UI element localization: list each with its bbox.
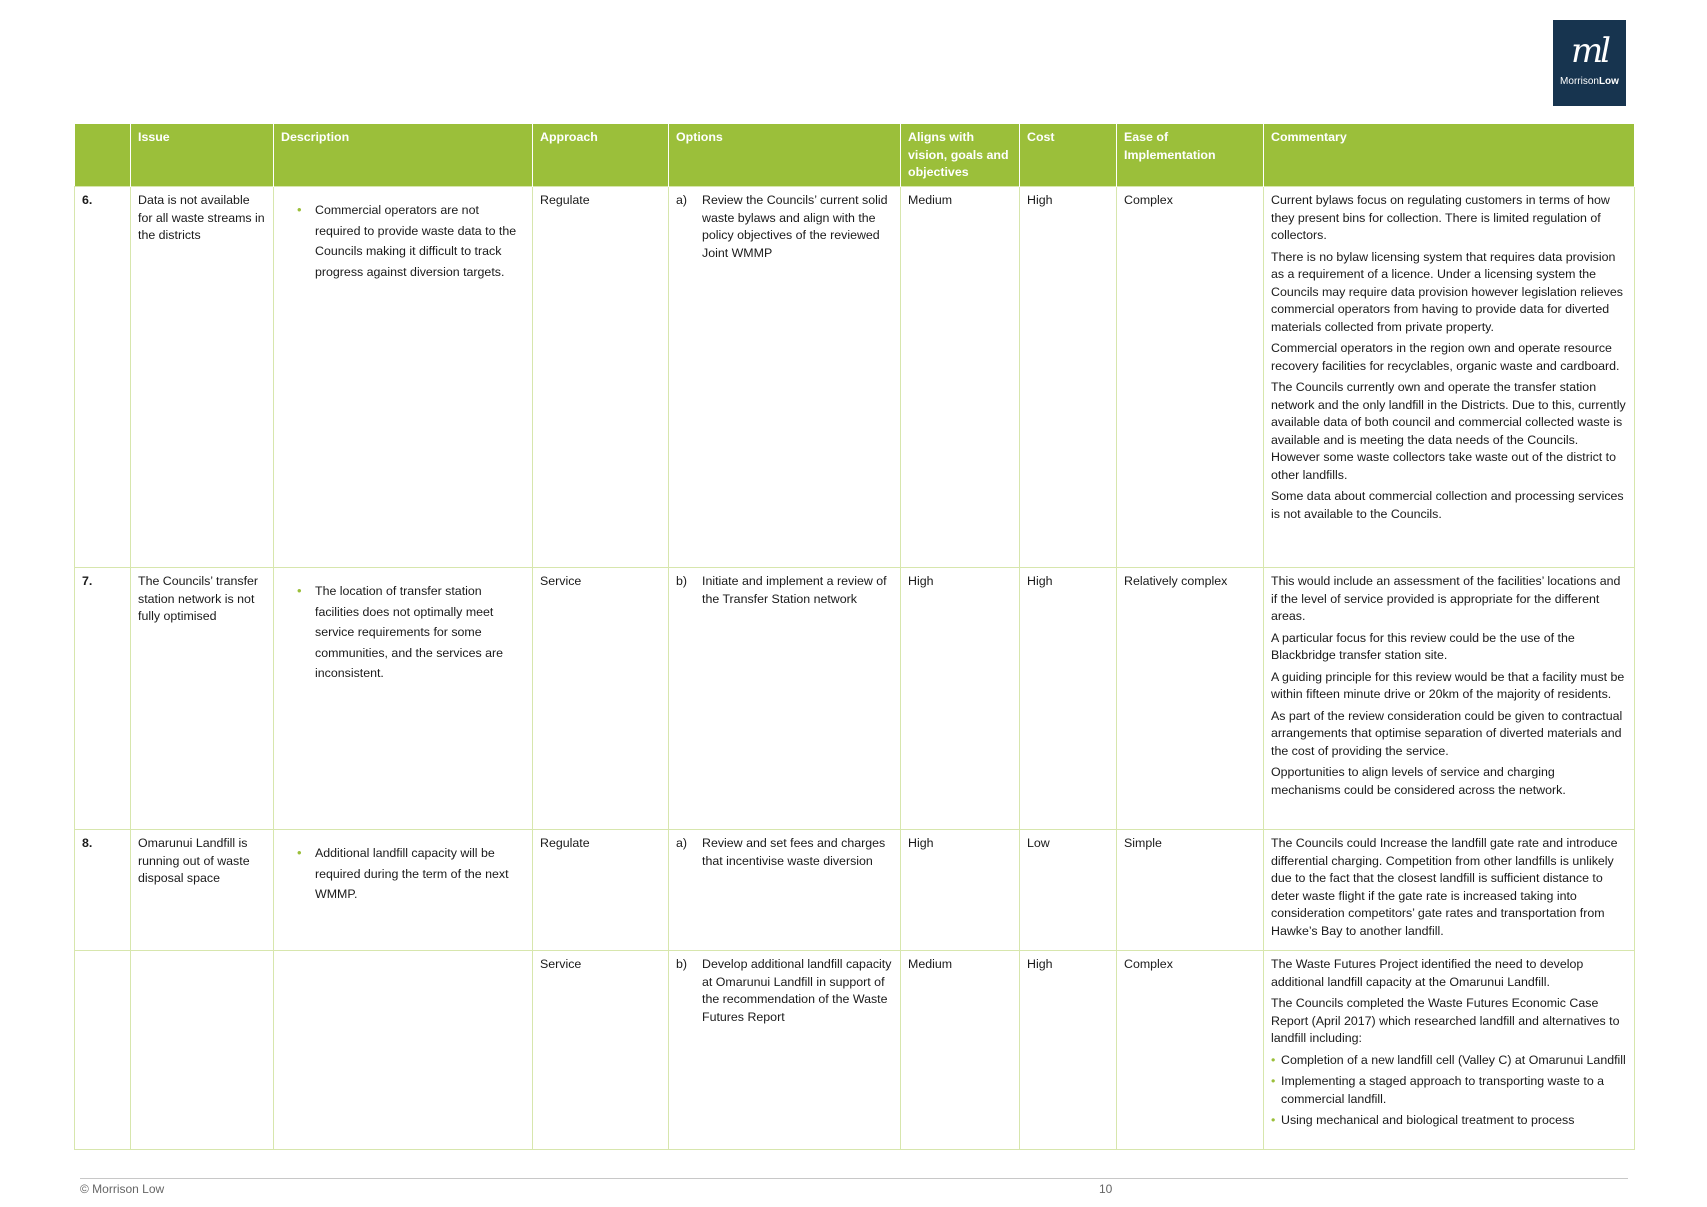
commentary-paragraph: The Councils could Increase the landfill gate rate and introduce differential charging. Competition from other landfills is unlikely due to the fact that the closest landfill is sufficient distance to deter waste flight if the gate rate is increased taking into consideration competitors’ gate rates and transportation from Hawke’s Bay to another landfill.	[1271, 836, 1618, 938]
commentary-paragraph: Commercial operators in the region own and operate resource recovery facilities for recyclables, organic waste and cardboard.	[1271, 341, 1620, 373]
table-row	[75, 568, 1635, 830]
commentary-paragraph: Opportunities to align levels of service and charging mechanisms could be considered across the network.	[1271, 765, 1566, 797]
ease-cell: Complex	[1117, 187, 1264, 568]
cost-cell: High	[1020, 951, 1117, 1150]
morrison-low-logo	[1553, 20, 1626, 106]
cost-cell: High	[1020, 187, 1117, 568]
description-cell	[274, 187, 533, 568]
approach-cell: Regulate	[533, 187, 669, 568]
ease-cell: Relatively complex	[1117, 568, 1264, 830]
commentary-cell	[1264, 830, 1635, 951]
waste-management-options-table	[74, 124, 1635, 1150]
header-commentary: Commentary	[1264, 124, 1635, 187]
aligns-cell: Medium	[901, 187, 1020, 568]
row-number: 7.	[75, 568, 131, 830]
commentary-bullet: • Implementing a staged approach to transporting waste to a commercial landfill.	[1271, 1073, 1627, 1108]
commentary-paragraph: As part of the review consideration could be given to contractual arrangements that optimise separation of diverted materials and the cost of providing the service.	[1271, 708, 1623, 758]
description-cell-empty	[274, 951, 533, 1150]
footer-copyright: © Morrison Low	[80, 1182, 165, 1196]
row-number-empty	[75, 951, 131, 1150]
option-text: Develop additional landfill capacity at Omarunui Landfill in support of the recommendation of the Waste Futures Report	[702, 957, 892, 1024]
options-cell	[669, 568, 901, 830]
commentary-paragraph: There is no bylaw licensing system that requires data provision as a requirement of a licence. Under a licensing system the Councils may require data provision however legislation relieves commercial operators from having to provide data for diverted materials collected from private property.	[1271, 249, 1623, 334]
header-description: Description	[274, 124, 533, 187]
options-cell	[669, 830, 901, 951]
description-bullet: • The location of transfer station facilities does not optimally meet service requirements for some communities, and the services are inconsistent.	[297, 581, 525, 684]
header-number	[75, 124, 131, 187]
option-text: Review the Councils’ current solid waste bylaws and align with the policy objectives of the reviewed Joint WMMP	[702, 193, 888, 260]
commentary-paragraph: The Councils completed the Waste Futures Economic Case Report (April 2017) which researched landfill and alternatives to landfill including:	[1271, 996, 1620, 1045]
page-number: 10	[1099, 1182, 1113, 1196]
approach-cell: Service	[533, 568, 669, 830]
approach-cell: Regulate	[533, 830, 669, 951]
option-text: Review and set fees and charges that incentivise waste diversion	[702, 836, 886, 868]
header-ease: Ease of Implementation	[1117, 124, 1264, 187]
table-header-row	[75, 124, 1635, 187]
table-row	[75, 830, 1635, 951]
description-bullet: • Commercial operators are not required to provide waste data to the Councils making it difficult to track progress against diversion targets.	[297, 200, 525, 282]
header-options: Options	[669, 124, 901, 187]
commentary-cell	[1264, 568, 1635, 830]
table-row	[75, 187, 1635, 568]
issue-cell: Data is not available for all waste streams in the districts	[131, 187, 274, 568]
description-cell	[274, 830, 533, 951]
option-text: Initiate and implement a review of the Transfer Station network	[702, 574, 887, 606]
commentary-cell	[1264, 951, 1635, 1150]
issue-cell: The Councils’ transfer station network is not fully optimised	[131, 568, 274, 830]
table-row	[75, 951, 1635, 1150]
logo-brand-text: MorrisonLow	[1560, 76, 1619, 87]
aligns-cell: High	[901, 830, 1020, 951]
options-cell	[669, 187, 901, 568]
option-label: b)	[676, 574, 688, 588]
option-label: a)	[676, 836, 688, 850]
commentary-paragraph: A guiding principle for this review would be that a facility must be within fifteen minute drive or 20km of the majority of residents.	[1271, 669, 1625, 701]
commentary-paragraph: Current bylaws focus on regulating customers in terms of how they present bins for collection. There is limited regulation of collectors.	[1271, 193, 1610, 242]
issue-cell: Omarunui Landfill is running out of waste disposal space	[131, 830, 274, 951]
cost-cell: High	[1020, 568, 1117, 830]
option-label: a)	[676, 193, 688, 207]
commentary-bullet-list	[1271, 1052, 1627, 1130]
ease-cell: Simple	[1117, 830, 1264, 951]
description-bullet: • Additional landfill capacity will be required during the term of the next WMMP.	[297, 843, 525, 905]
commentary-paragraph: The Councils currently own and operate the transfer station network and the only landfill in the Districts. Due to this, currently available data of both council and commercial collected waste is available and is meeting the data needs of the Councils. However some waste collectors take waste out of the district to other landfills.	[1271, 380, 1626, 482]
description-cell	[274, 568, 533, 830]
header-issue: Issue	[131, 124, 274, 187]
commentary-cell	[1264, 187, 1635, 568]
ease-cell: Complex	[1117, 951, 1264, 1150]
approach-cell: Service	[533, 951, 669, 1150]
row-number: 6.	[75, 187, 131, 568]
cost-cell: Low	[1020, 830, 1117, 951]
options-cell	[669, 951, 901, 1150]
commentary-paragraph: This would include an assessment of the facilities’ locations and if the level of service provided is appropriate for the different areas.	[1271, 574, 1621, 623]
row-number: 8.	[75, 830, 131, 951]
aligns-cell: High	[901, 568, 1020, 830]
commentary-bullet: • Completion of a new landfill cell (Valley C) at Omarunui Landfill	[1271, 1052, 1627, 1070]
issue-cell-empty	[131, 951, 274, 1150]
header-approach: Approach	[533, 124, 669, 187]
footer-divider	[80, 1178, 1628, 1179]
header-aligns: Aligns with vision, goals and objectives	[901, 124, 1020, 187]
commentary-paragraph: Some data about commercial collection and processing services is not available to the Councils.	[1271, 489, 1624, 521]
commentary-paragraph: A particular focus for this review could be the use of the Blackbridge transfer station site.	[1271, 630, 1575, 662]
aligns-cell: Medium	[901, 951, 1020, 1150]
option-label: b)	[676, 957, 688, 971]
header-cost: Cost	[1020, 124, 1117, 187]
commentary-paragraph: The Waste Futures Project identified the need to develop additional landfill capacity at the Omarunui Landfill.	[1271, 957, 1584, 989]
commentary-bullet: • Using mechanical and biological treatment to process	[1271, 1112, 1627, 1130]
logo-mark: ml	[1570, 31, 1609, 71]
